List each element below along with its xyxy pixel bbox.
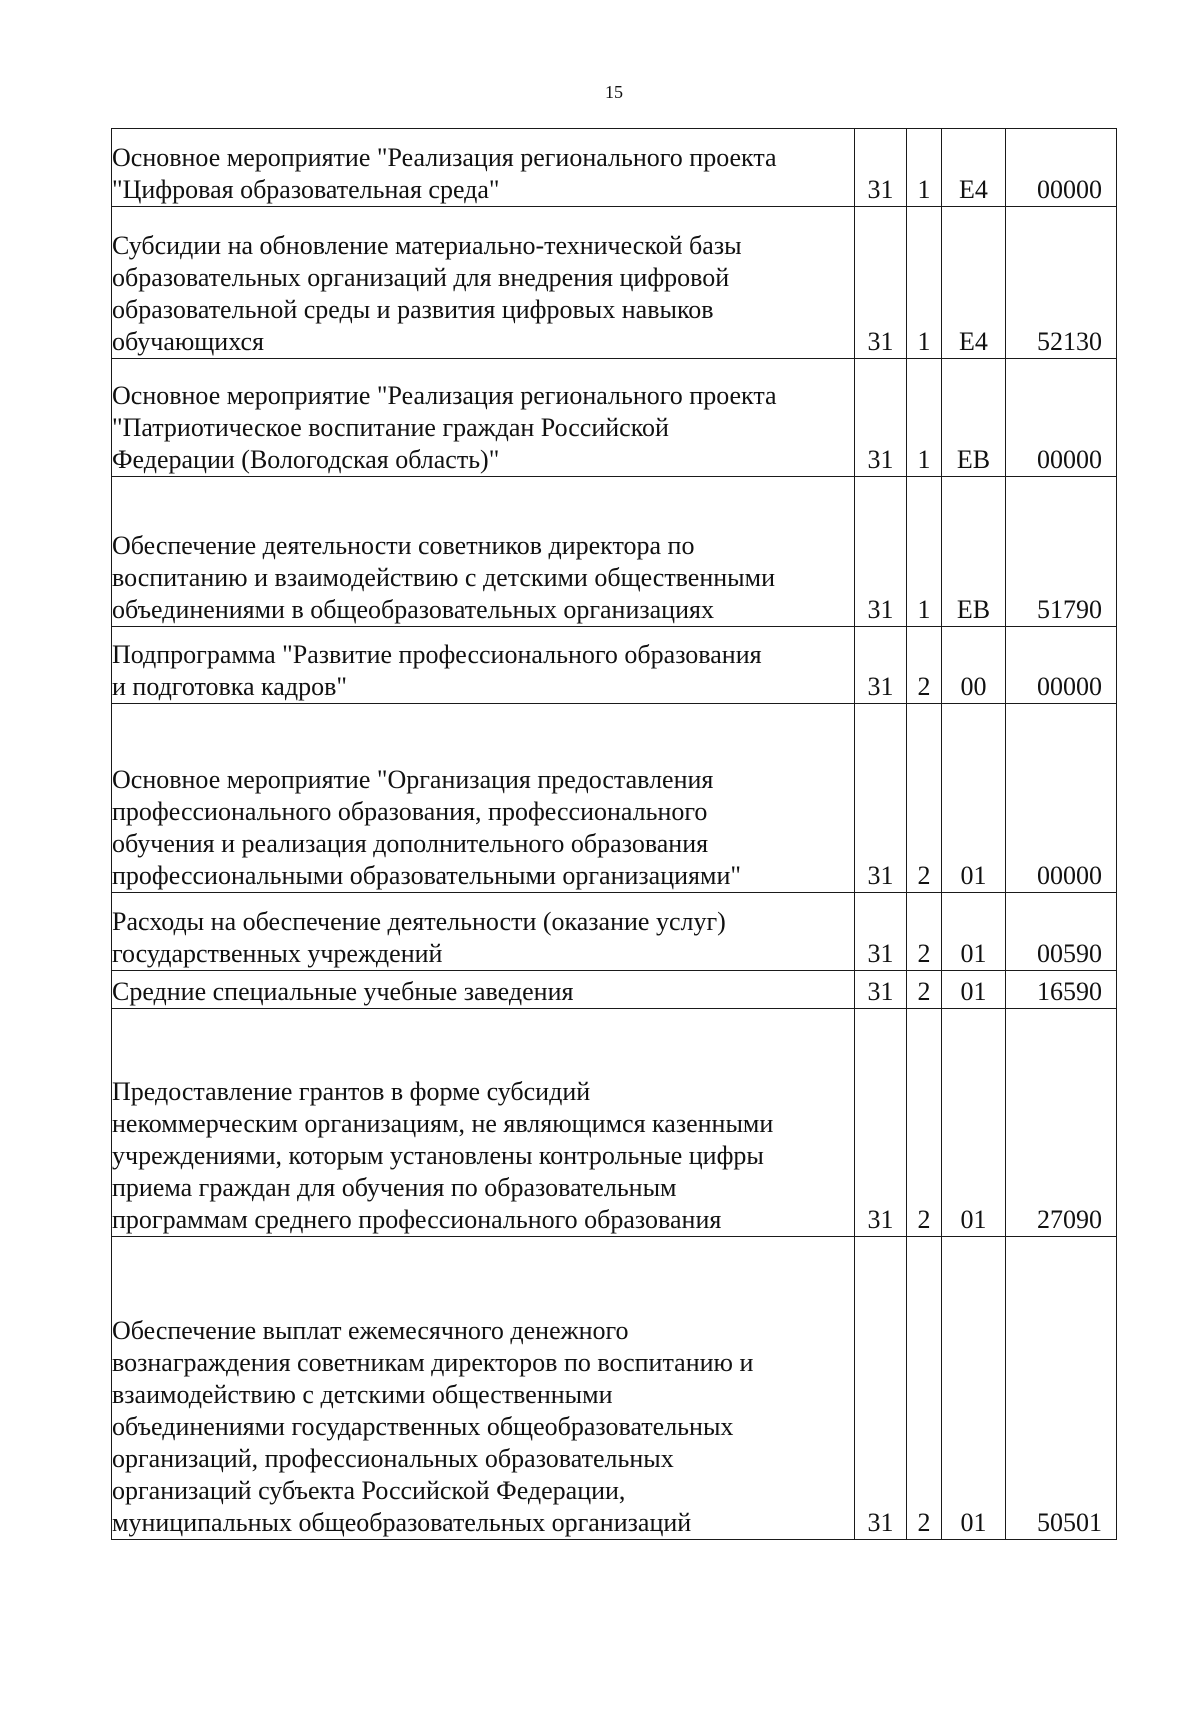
table-row: [112, 207, 1117, 359]
code-direction: 00000: [1006, 359, 1117, 477]
table-row: [112, 627, 1117, 704]
code-direction: 00000: [1006, 704, 1117, 893]
code-measure: EB: [942, 477, 1006, 627]
code-subprogram: 1: [907, 207, 942, 359]
table-row: [112, 477, 1117, 627]
code-subprogram: 2: [907, 704, 942, 893]
code-subprogram: 1: [907, 129, 942, 207]
code-direction: 00000: [1006, 627, 1117, 704]
code-program: 31: [855, 893, 907, 971]
code-subprogram: 2: [907, 971, 942, 1009]
row-description: Средние специальные учебные заведения: [112, 971, 855, 1009]
code-subprogram: 1: [907, 359, 942, 477]
code-direction: 00590: [1006, 893, 1117, 971]
code-program: 31: [855, 1237, 907, 1540]
code-measure: 01: [942, 971, 1006, 1009]
code-measure: 01: [942, 704, 1006, 893]
code-measure: E4: [942, 207, 1006, 359]
code-measure: 01: [942, 1009, 1006, 1237]
table-row: [112, 129, 1117, 207]
code-direction: 51790: [1006, 477, 1117, 627]
code-direction: 27090: [1006, 1009, 1117, 1237]
row-description: Обеспечение выплат ежемесячного денежного вознаграждения советникам директоров по воспитанию и взаимодействию с детскими общественными объединениями государственных общеобразовательных организаций, профессиональных образовательных организаций субъекта Российской Федерации, муниципальных общеобразовательных организаций: [112, 1237, 855, 1540]
code-direction: 16590: [1006, 971, 1117, 1009]
code-subprogram: 2: [907, 1237, 942, 1540]
row-description: Основное мероприятие "Организация предоставления профессионального образования, профессионального обучения и реализация дополнительного образования профессиональными образовательными организациями": [112, 704, 855, 893]
code-program: 31: [855, 477, 907, 627]
table-row: [112, 1009, 1117, 1237]
row-description: Основное мероприятие "Реализация регионального проекта "Патриотическое воспитание граждан Российской Федерации (Вологодская область)": [112, 359, 855, 477]
row-description: Субсидии на обновление материально-технической базы образовательных организаций для внедрения цифровой образовательной среды и развития цифровых навыков обучающихся: [112, 207, 855, 359]
code-measure: 01: [942, 893, 1006, 971]
row-description: Предоставление грантов в форме субсидий некоммерческим организациям, не являющимся казенными учреждениями, которым установлены контрольные цифры приема граждан для обучения по образовательным программам среднего профессионального образования: [112, 1009, 855, 1237]
table-row: [112, 971, 1117, 1009]
code-program: 31: [855, 129, 907, 207]
code-subprogram: 1: [907, 477, 942, 627]
code-measure: E4: [942, 129, 1006, 207]
code-direction: 52130: [1006, 207, 1117, 359]
row-description: Основное мероприятие "Реализация регионального проекта "Цифровая образовательная среда": [112, 129, 855, 207]
row-description: Обеспечение деятельности советников директора по воспитанию и взаимодействию с детскими общественными объединениями в общеобразовательных организациях: [112, 477, 855, 627]
page-number: 15: [605, 82, 623, 102]
table-row: [112, 893, 1117, 971]
code-direction: 50501: [1006, 1237, 1117, 1540]
row-description: Подпрограмма "Развитие профессионального образования и подготовка кадров": [112, 627, 855, 704]
code-subprogram: 2: [907, 893, 942, 971]
code-measure: EB: [942, 359, 1006, 477]
code-program: 31: [855, 207, 907, 359]
code-program: 31: [855, 359, 907, 477]
code-direction: 00000: [1006, 129, 1117, 207]
table-row: [112, 1237, 1117, 1540]
code-subprogram: 2: [907, 1009, 942, 1237]
code-program: 31: [855, 704, 907, 893]
table-row: [112, 704, 1117, 893]
code-program: 31: [855, 627, 907, 704]
code-program: 31: [855, 1009, 907, 1237]
row-description: Расходы на обеспечение деятельности (оказание услуг) государственных учреждений: [112, 893, 855, 971]
code-program: 31: [855, 971, 907, 1009]
code-subprogram: 2: [907, 627, 942, 704]
code-measure: 01: [942, 1237, 1006, 1540]
budget-table: [111, 128, 1117, 1540]
table-row: [112, 359, 1117, 477]
code-measure: 00: [942, 627, 1006, 704]
